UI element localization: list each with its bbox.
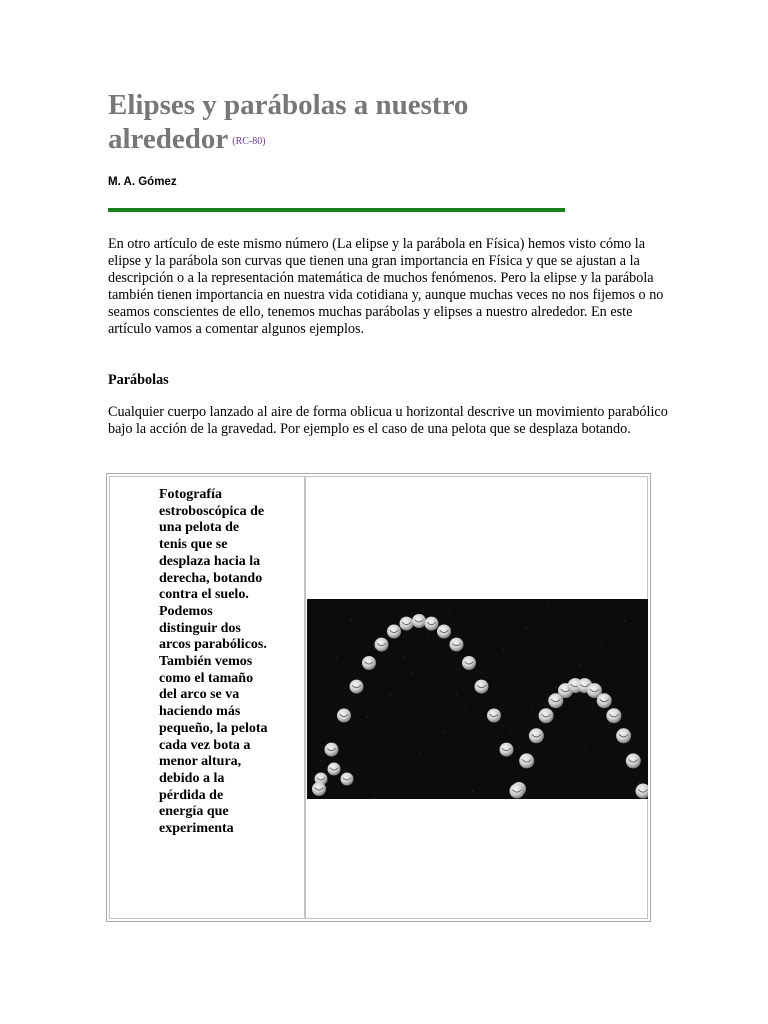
ball-image [462, 656, 476, 670]
article-code: (RC-80) [232, 136, 266, 147]
stroboscopic-photo [307, 599, 648, 799]
ball-image [510, 784, 525, 799]
author-name: M. A. Gómez [108, 176, 177, 188]
figure-table [106, 473, 651, 922]
ball-image [337, 709, 351, 723]
ball-image [475, 680, 489, 694]
ball-image [341, 773, 354, 786]
ball-image [500, 743, 514, 757]
green-divider [108, 208, 565, 212]
intro-paragraph: En otro artículo de este mismo número (La elipse y la parábola en Física) hemos visto cómo la elipse y la parábola son curvas que tienen una gran importancia en Física y que se ajustan a la descripción o a la representación matemática de muchos fenómenos. Pero la elipse y la parábola también tienen importancia en nuestra vida cotidiana y, aunque muchas veces no nos fijemos o no seamos conscientes de ello, tenemos muchas parábolas y elipses a nuestro alrededor. En este artículo vamos a comentar algunos ejemplos. [108, 236, 664, 337]
ball-image [312, 782, 326, 796]
ball-image [606, 708, 621, 723]
ball-image [626, 753, 641, 768]
ball-image [437, 625, 451, 639]
article-title [108, 88, 578, 159]
caption-cell [109, 476, 305, 919]
image-cell [305, 476, 648, 919]
ball-image [529, 728, 544, 743]
ball-image [487, 709, 501, 723]
section-heading: Parábolas [108, 372, 169, 388]
section-paragraph: Cualquier cuerpo lanzado al aire de forma oblicua u horizontal descrive un movimiento parabólico bajo la acción de la gravedad. Por ejemplo es el caso de una pelota que se desplaza botando. [108, 404, 668, 437]
ball-image [425, 617, 439, 631]
ball-image [539, 708, 554, 723]
ball-image [350, 680, 364, 694]
ball-image [325, 743, 339, 757]
ball-image [387, 625, 401, 639]
bouncing-ball-image [307, 599, 648, 799]
ball-image [519, 753, 534, 768]
ball-image [362, 656, 376, 670]
figure-caption: Fotografía estroboscópica de una pelota de tenis que se desplaza hacia la derecha, botando contra el suelo. Podemos distinguir dos arcos parabólicos. También vemos como el tamaño del arco se va haciendo más pequeño, la pelota cada vez bota a menor altura, debido a la pérdida de energía que experimenta [159, 487, 268, 837]
ball-image [328, 763, 341, 776]
ball-image [616, 728, 631, 743]
ball-image [597, 693, 612, 708]
title-text: Elipses y parábolas a nuestro alrededor [108, 89, 469, 155]
ball-image [412, 614, 426, 628]
ball-image [375, 638, 389, 652]
ball-image [400, 617, 414, 631]
ball-image [450, 638, 464, 652]
